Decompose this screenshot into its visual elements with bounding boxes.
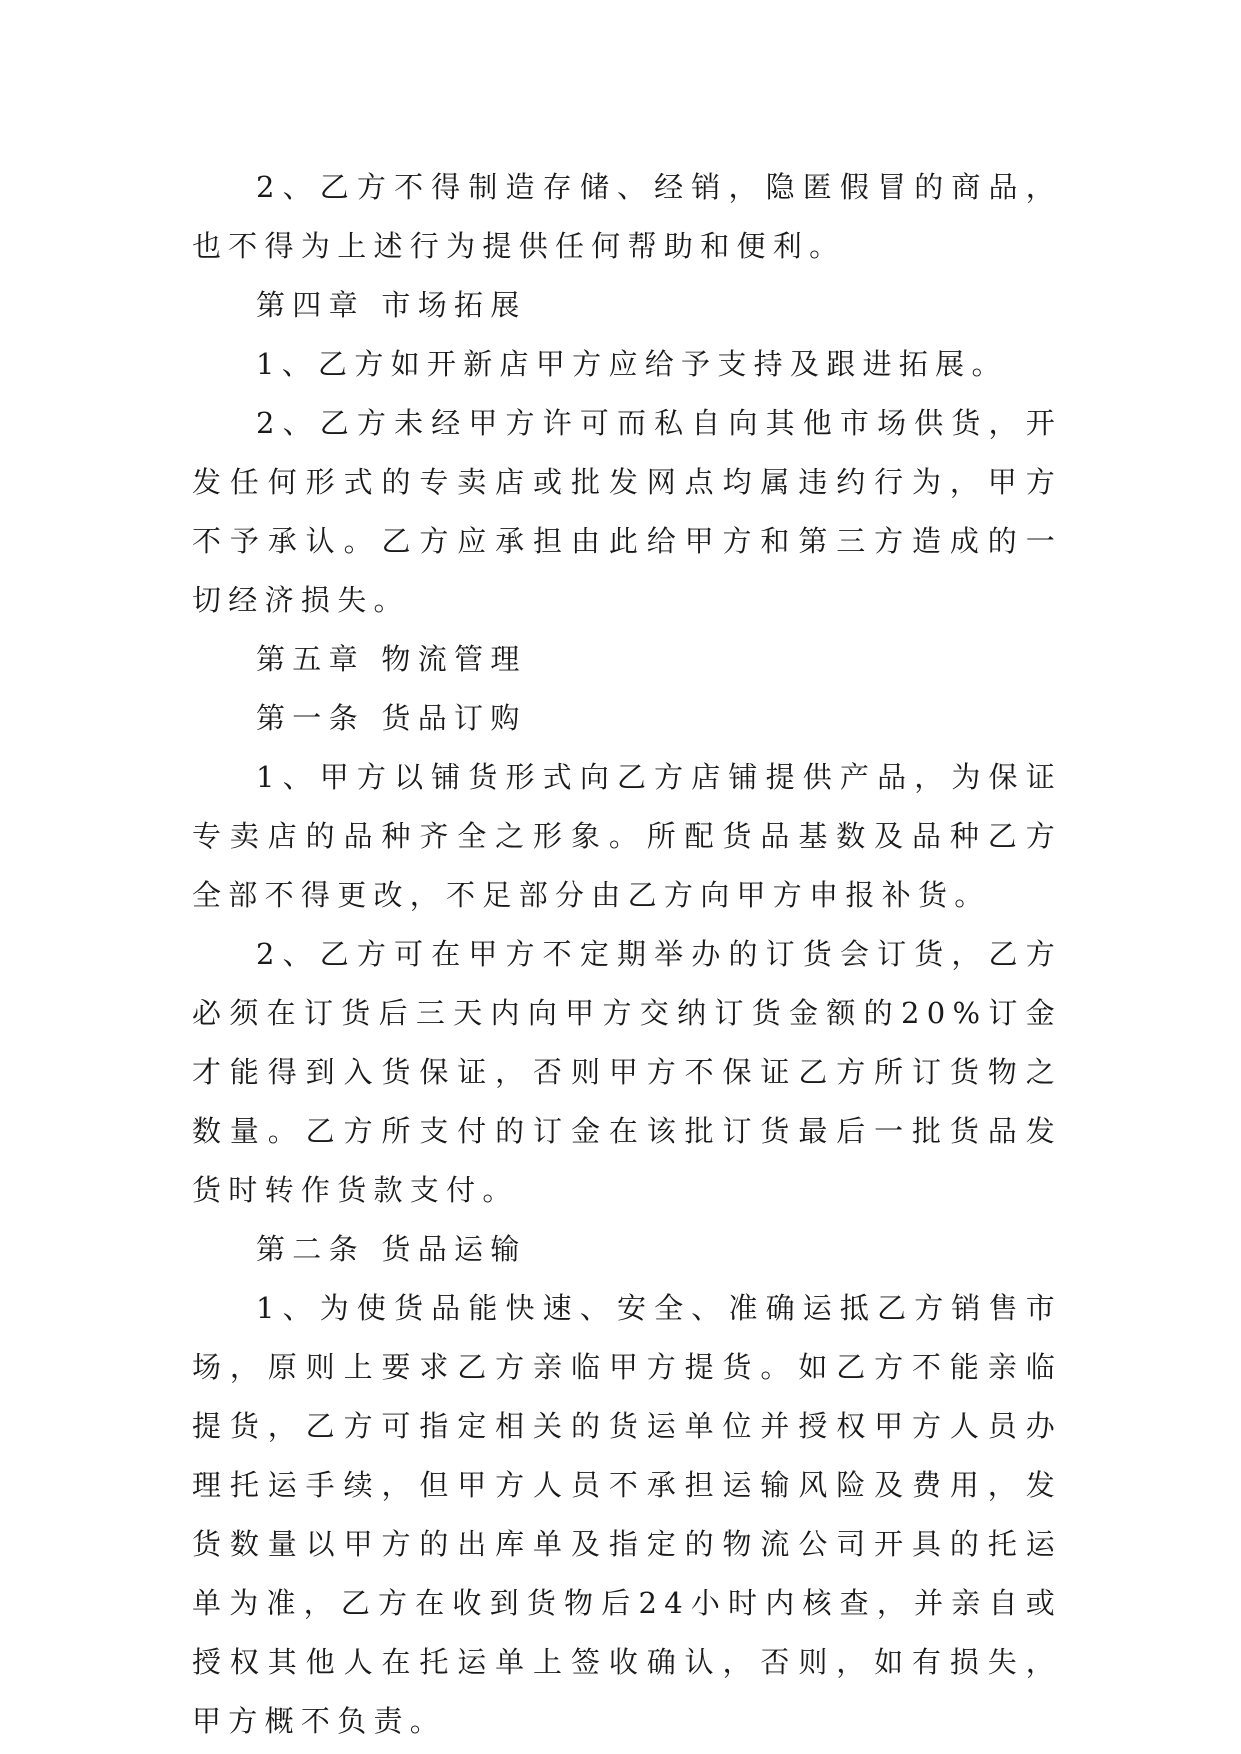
paragraph-new-store-support: 1、乙方如开新店甲方应给予支持及跟进拓展。 xyxy=(256,347,1008,381)
paragraph-clause-2-counterfeit: 2、乙方不得制造存储、经销，隐匿假冒的商品，也不得为上述行为提供任何帮助和便利。 xyxy=(192,170,1062,263)
paragraph-unauthorized-supply: 2、乙方未经甲方许可而私自向其他市场供货，开发任何形式的专卖店或批发网点均属违约行为，甲方不予承认。乙方应承担由此给甲方和第三方造成的一切经济损失。 xyxy=(192,406,1062,617)
paragraph-order-deposit: 2、乙方可在甲方不定期举办的订货会订货，乙方必须在订货后三天内向甲方交纳订货金额的20%订金才能得到入货保证，否则甲方不保证乙方所订货物之数量。乙方所支付的订金在该批订货最后一批货品发货时转作货款支付。 xyxy=(192,937,1062,1207)
chapter-heading-4: 第四章 市场拓展 xyxy=(256,288,527,322)
chapter-heading-5: 第五章 物流管理 xyxy=(256,642,527,676)
article-heading-2: 第二条 货品运输 xyxy=(256,1232,527,1266)
paragraph-transport: 1、为使货品能快速、安全、准确运抵乙方销售市场，原则上要求乙方亲临甲方提货。如乙方不能亲临提货，乙方可指定相关的货运单位并授权甲方人员办理托运手续，但甲方人员不承担运输风险及费用，发货数量以甲方的出库单及指定的物流公司开具的托运单为准，乙方在收到货物后24小时内核查，并亲自或授权其他人在托运单上签收确认，否则，如有损失，甲方概不负责。 xyxy=(192,1291,1062,1738)
paragraph-stocking: 1、甲方以铺货形式向乙方店铺提供产品，为保证专卖店的品种齐全之形象。所配货品基数及品种乙方全部不得更改，不足部分由乙方向甲方申报补货。 xyxy=(192,760,1062,912)
article-heading-1: 第一条 货品订购 xyxy=(256,701,527,735)
document-body xyxy=(192,158,1062,1751)
